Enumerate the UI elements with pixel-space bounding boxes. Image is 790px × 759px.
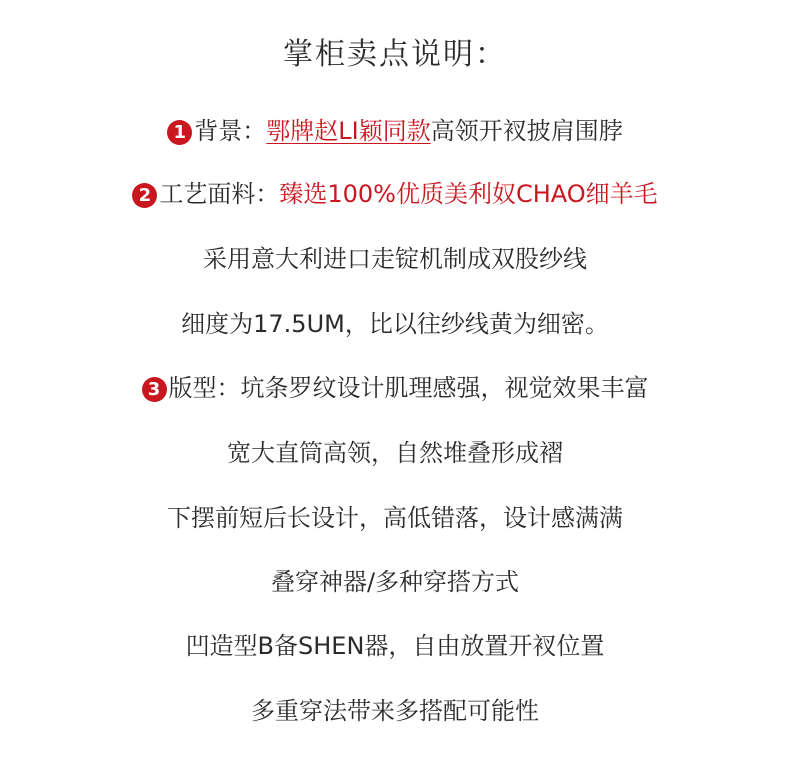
fit-detail-line: 叠穿神器/多种穿搭方式 xyxy=(270,568,520,596)
section-fit-text: 坑条罗纹设计肌理感强，视觉效果丰富 xyxy=(240,374,649,402)
celebrity-style-highlight: 鄂牌赵LI颖同款 xyxy=(266,117,431,145)
material-detail-line: 细度为17.5UM，比以往纱线黄为细密。 xyxy=(181,310,609,338)
number-badge-3: 3 xyxy=(142,377,167,402)
section-material-label: 工艺面料： xyxy=(159,180,280,208)
section-background-label: 背景： xyxy=(194,117,267,145)
fit-detail-line: 下摆前短后长设计，高低错落，设计感满满 xyxy=(167,504,623,532)
number-badge-1: 1 xyxy=(167,120,192,145)
section-background-line xyxy=(0,115,790,147)
page-title: 掌柜卖点说明： xyxy=(283,37,507,72)
number-badge-2: 2 xyxy=(132,183,157,208)
material-highlight: 臻选100%优质美利奴CHAO细羊毛 xyxy=(279,180,658,208)
material-detail-line: 采用意大利进口走锭机制成双股纱线 xyxy=(203,245,587,273)
fit-detail-line: 凹造型B备SHEN器，自由放置开衩位置 xyxy=(185,632,605,660)
section-material-line xyxy=(0,178,790,210)
fit-detail-line: 多重穿法带来多搭配可能性 xyxy=(251,697,539,725)
section-background-text: 高领开衩披肩围脖 xyxy=(430,117,623,145)
section-fit-line xyxy=(0,372,790,404)
fit-detail-line: 宽大直筒高领，自然堆叠形成褶 xyxy=(227,439,563,467)
section-fit-label: 版型： xyxy=(168,374,241,402)
